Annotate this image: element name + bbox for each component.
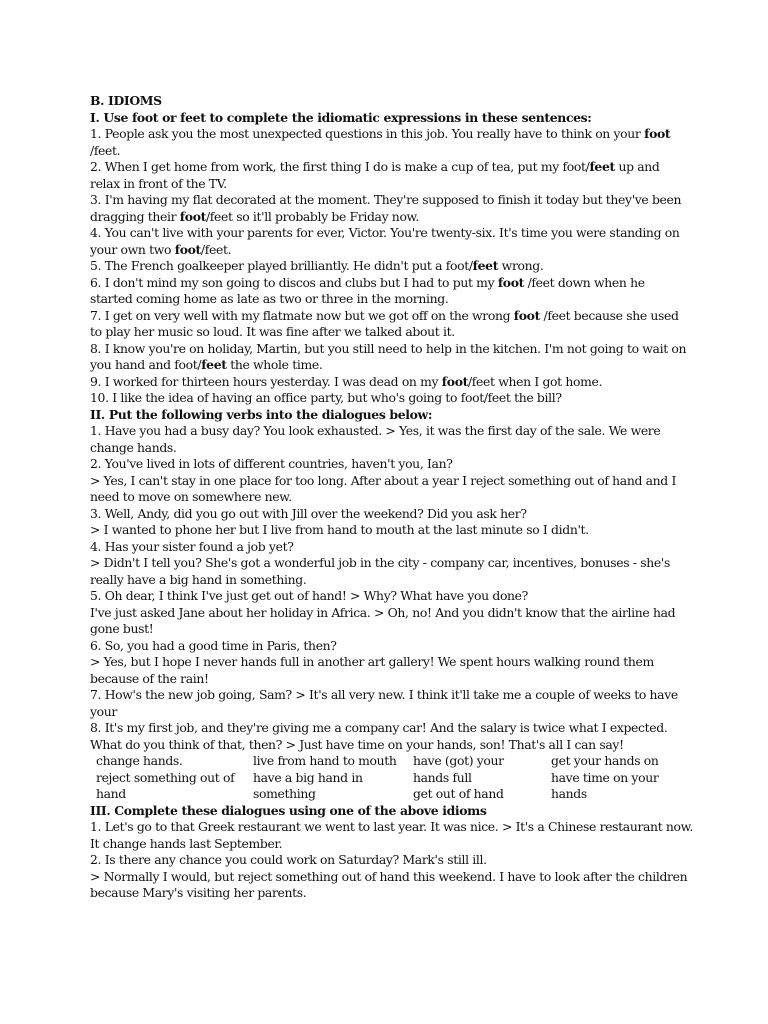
section-3-title: III. Complete these dialogues using one of the above idioms [90,802,487,818]
text-segment: you hand and foot/ [90,357,202,372]
dialogue-line: > Yes, I can't stay in one place for too long. After about a year I reject something out of hand and I [90,472,677,488]
verb-table-row [96,770,671,787]
verb-table-cell: hand [96,786,126,801]
dialogue-line: > Didn't I tell you? She's got a wonderful job in the city - company car, incentives, bonuses - she's [90,555,670,570]
section-2-title: II. Put the following verbs into the dialogues below: [90,406,433,422]
dialogue-line: 5. Oh dear, I think I've just get out of hand! > Why? What have you done? [90,588,528,603]
answer-word: feet [589,159,615,174]
verb-options-table [96,753,671,803]
text-segment: 6. I don't mind my son going to discos and clubs but I had to put my [90,274,498,290]
verb-table-cell: reject something out of [96,769,235,785]
answer-word: foot [179,208,206,224]
text-segment: /feet down when he [524,274,645,290]
text-segment: 10. I like the idea of having an office party, but who's going to foot/feet the bill? [90,390,562,405]
sentence-line [90,374,708,391]
verb-table-cell: have a big hand in [253,769,363,785]
dialogue-line: change hands. [90,439,177,455]
sentence-line [90,225,708,242]
sentence-line [90,159,708,176]
verb-table-cell: have (got) your [413,753,504,768]
section-1-title: I. Use foot or feet to complete the idiomatic expressions in these sentences: [90,109,592,125]
text-segment: up and [614,159,660,174]
verb-table-cell: change hands. [96,753,183,768]
dialogue-line: really have a big hand in something. [90,571,307,587]
text-segment: dragging their [90,208,180,224]
verb-table-cell: get your hands on [551,753,659,768]
sentence-line [90,291,708,308]
verb-table-cell: hands [551,786,587,801]
sentence-line [90,390,708,407]
verb-table-row [96,786,671,803]
answer-word: feet [201,357,227,372]
verb-table-cell: live from hand to mouth [253,753,397,768]
dialogue-line: your [90,703,117,719]
sentence-line [90,192,708,209]
text-segment: 4. You can't live with your parents for ever, Victor. You're twenty-six. It's time you were standing on [90,225,680,240]
text-segment: the whole time. [226,357,323,372]
dialogue-line: 3. Well, Andy, did you go out with Jill over the weekend? Did you ask her? [90,505,527,521]
text-segment: /feet so it'll probably be Friday now. [205,208,419,224]
answer-word: feet [472,258,499,273]
answer-word: foot [174,241,201,257]
text-segment: /feet. [90,142,121,158]
text-segment: relax in front of the TV. [90,175,227,191]
document-heading: B. IDIOMS [90,93,162,108]
dialogue-line: 7. How's the new job going, Sam? > It's all very new. I think it'll take me a couple of weeks to have [90,687,678,702]
sentence-line [90,126,708,143]
answer-word: foot [441,373,468,389]
text-segment: 1. People ask you the most unexpected questions in this job. You really have to think on your [90,126,645,141]
text-segment: wrong. [498,258,544,273]
sentence-line [90,341,708,358]
dialogue-line: I've just asked Jane about her holiday in Africa. > Oh, no! And you didn't know that the airline had [90,604,676,620]
dialogue-line: > I wanted to phone her but I live from hand to mouth at the last minute so I didn't. [90,522,589,537]
text-segment: /feet when I got home. [467,373,603,389]
sentence-line [90,308,708,325]
text-segment: your own two [90,241,175,257]
text-segment: 8. I know you're on holiday, Martin, but you still need to help in the kitchen. I'm not going to wait on [90,340,687,356]
section-2-dialogues [90,423,708,753]
text-segment: 5. The French goalkeeper played brilliantly. He didn't put a foot/ [90,258,473,273]
verb-table-row [96,753,671,770]
dialogue-line: because of the rain! [90,670,209,686]
sentence-line [90,143,708,160]
text-segment: 7. I get on very well with my flatmate now but we got off on the wrong [90,307,514,323]
sentence-line [90,324,708,341]
dialogue-line: gone bust! [90,621,154,636]
text-segment: 9. I worked for thirteen hours yesterday. I was dead on my [90,373,442,389]
dialogue-line: 2. Is there any chance you could work on Saturday? Mark's still ill. [90,852,487,867]
text-segment: to play her music so loud. It was fine after we talked about it. [90,324,455,339]
sentence-line [90,176,708,193]
dialogue-line: need to move on somewhere new. [90,489,292,504]
dialogue-line: It change hands last September. [90,835,283,851]
answer-word: foot [644,126,671,141]
verb-table-cell: something [253,786,316,801]
dialogue-line: 8. It's my first job, and they're giving me a company car! And the salary is twice what I expected. [90,720,668,735]
sentence-line [90,275,708,292]
section-3-dialogues [90,819,708,902]
sentence-line [90,242,708,259]
text-segment: /feet. [200,241,232,257]
answer-word: foot [513,307,540,323]
dialogue-line: 6. So, you had a good time in Paris, then? [90,637,337,653]
section-1-sentences [90,126,708,407]
dialogue-line: What do you think of that, then? > Just have time on your hands, son! That's all I can say! [90,736,624,752]
dialogue-line: > Yes, but I hope I never hands full in another art gallery! We spent hours walking round them [90,654,654,669]
sentence-line [90,209,708,226]
sentence-line [90,258,708,275]
text-segment: started coming home as late as two or three in the morning. [90,291,449,306]
answer-word: foot [497,274,524,290]
text-segment: /feet because she used [539,307,679,323]
text-segment: 3. I'm having my flat decorated at the moment. They're supposed to finish it today but they've been [90,192,682,207]
dialogue-line: 1. Let's go to that Greek restaurant we went to last year. It was nice. > It's a Chinese restaurant now. [90,819,694,834]
dialogue-line: > Normally I would, but reject something out of hand this weekend. I have to look after the children [90,868,688,884]
dialogue-line: 1. Have you had a busy day? You look exhausted. > Yes, it was the first day of the sale. We were [90,423,661,438]
dialogue-line: 4. Has your sister found a job yet? [90,538,294,554]
verb-table-cell: get out of hand [413,786,504,801]
verb-table-cell: hands full [413,769,472,785]
verb-table-cell: have time on your [551,769,659,785]
sentence-line [90,357,708,374]
text-segment: 2. When I get home from work, the first thing I do is make a cup of tea, put my foot/ [90,159,590,174]
dialogue-line: 2. You've lived in lots of different countries, haven't you, Ian? [90,456,453,471]
dialogue-line: because Mary's visiting her parents. [90,885,307,900]
